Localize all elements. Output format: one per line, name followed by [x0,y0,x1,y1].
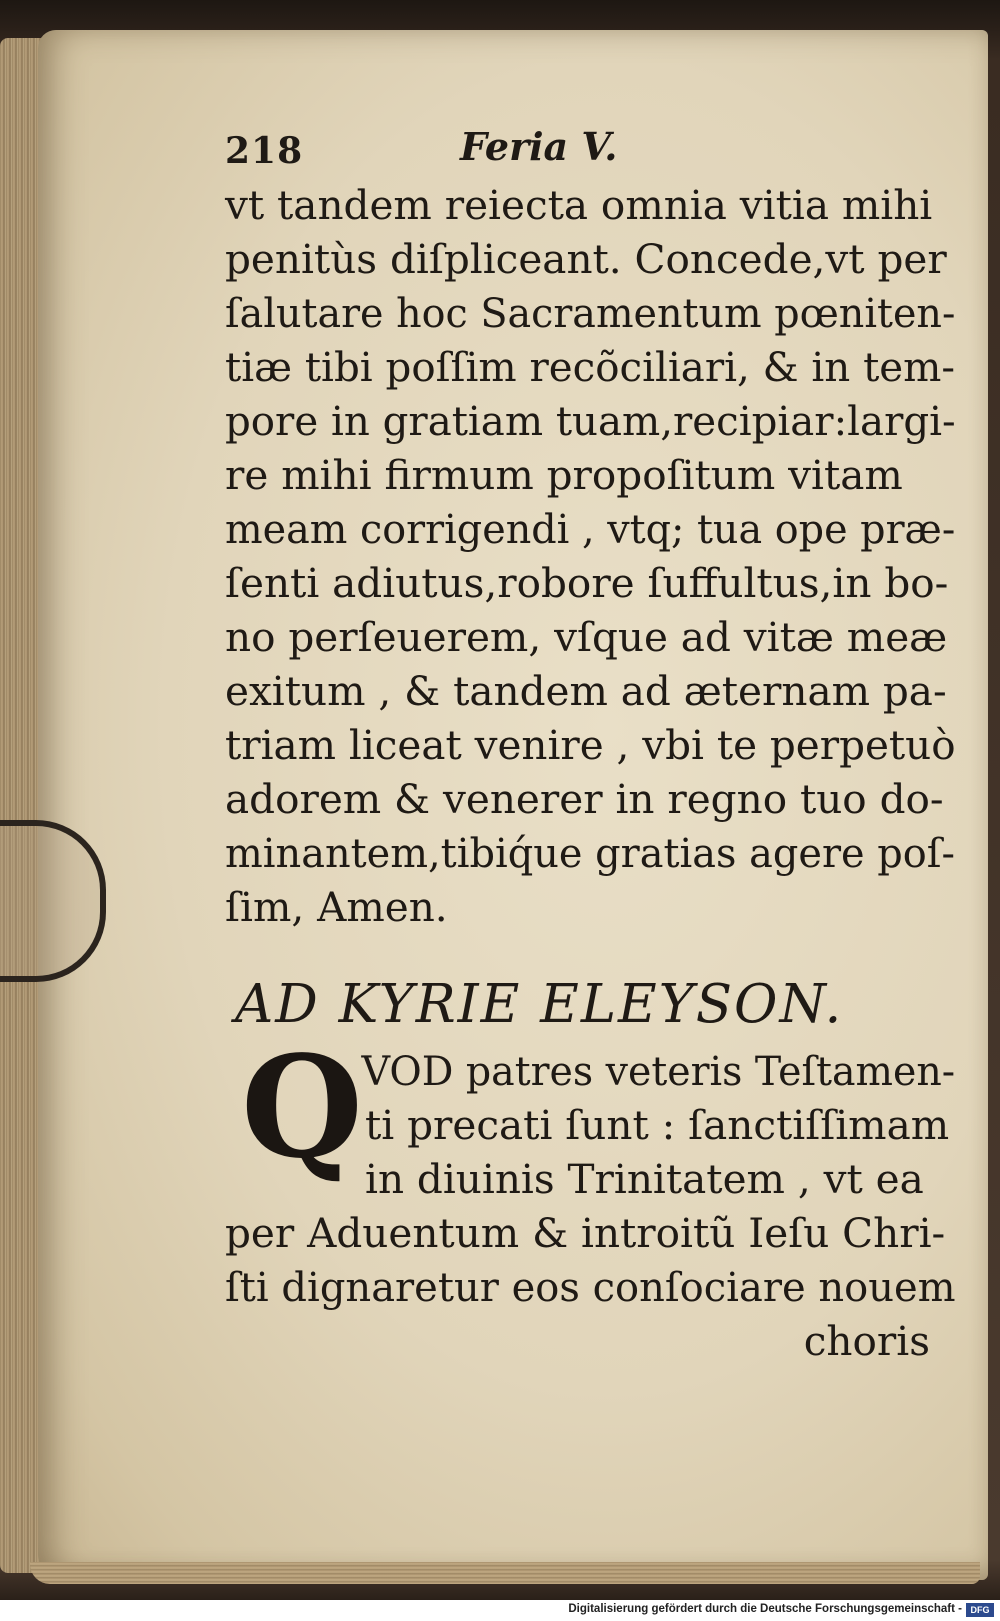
text-line: re mihi firmum propoſitum vitam [225,451,903,499]
text-line: ſim, Amen. [225,883,448,931]
text-line: meam corrigendi , vtq; tua ope præ- [225,505,956,553]
text-line: ti precati ſunt : ſanctiſſimam [365,1101,950,1149]
text-line: pore in gratiam tuam,recipiar:largi- [225,397,956,445]
digitization-footer [0,1600,1000,1621]
text-line: per Aduentum & introitũ Ieſu Chri- [225,1209,946,1257]
page-text [225,118,955,1368]
running-title: Feria V. [460,124,618,169]
text-line: penitùs diſpliceant. Concede,vt per [225,235,947,283]
text-line: ſenti adiutus,robore ſuffultus,in bo- [225,559,949,607]
text-line: triam liceat venire , vbi te perpetuò [225,721,956,769]
text-line: vt tandem reiecta omnia vitia mihi [225,181,933,229]
book-bottom-edge [30,1562,980,1584]
section-heading: AD KYRIE ELEYSON. [235,974,844,1035]
catchword: choris [803,1317,930,1365]
section-paragraph [225,1026,956,1314]
drop-cap-initial: Q [241,1026,363,1190]
text-line: in diuinis Trinitatem , vt ea [365,1155,924,1203]
page-number: 218 [225,130,304,172]
text-line: tiæ tibi poſſim recõciliari, & in tem- [225,343,956,391]
text-line: ſalutare hoc Sacramentum pœniten- [225,289,956,337]
text-line: VOD patres veteris Teſtamen- [361,1047,956,1095]
text-line: minantem,tibiq́ue gratias agere poſ- [225,829,955,877]
dfg-logo: DFG [966,1603,994,1617]
text-line: adorem & venerer in regno tuo do- [225,775,944,823]
text-line: no perſeuerem, vſque ad vitæ meæ [225,613,948,661]
page-header [225,118,955,178]
text-line: exitum , & tandem ad æternam pa- [225,667,947,715]
body-text [225,178,955,934]
text-line: ſti dignaretur eos conſociare nouem [225,1263,956,1311]
footer-credit: Digitalisierung gefördert durch die Deutsche Forschungsgemeinschaft - [568,1603,962,1615]
